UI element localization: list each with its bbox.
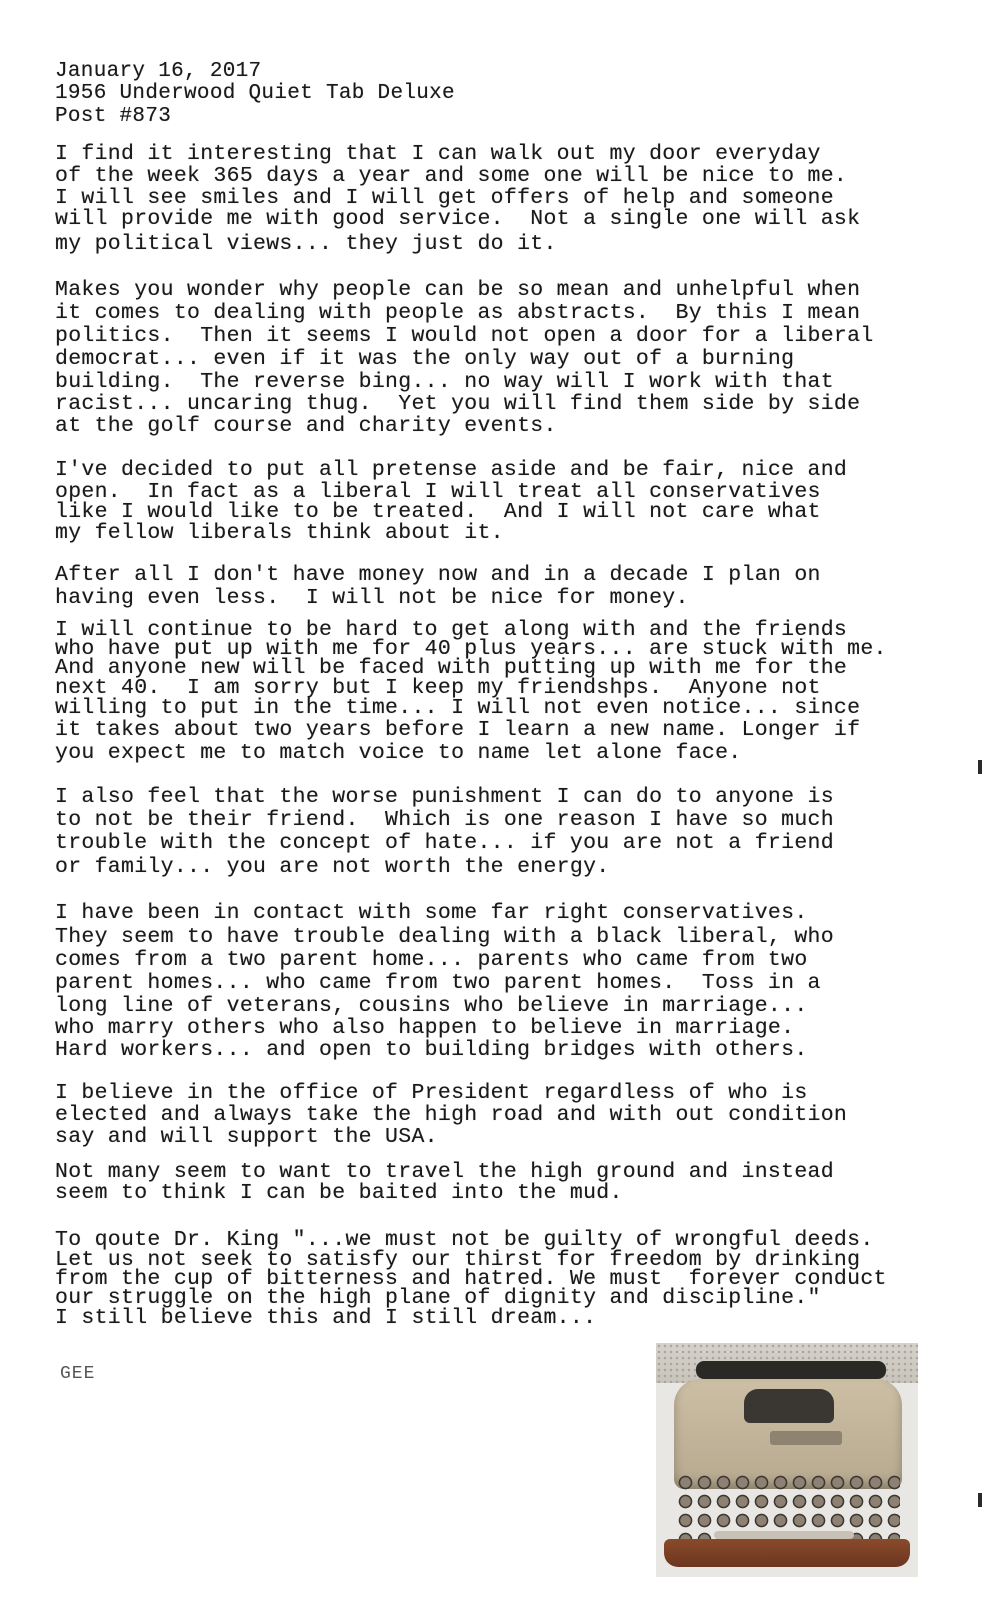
body-line: our struggle on the high plane of dignity and discipline." [55,1286,821,1310]
body-line: democrat... even if it was the only way out of a burning [55,347,795,371]
body-line: comes from a two parent home... parents who came from two [55,948,808,972]
body-line: who have put up with me for 40 plus years... are stuck with me. [55,637,887,661]
body-line: next 40. I am sorry but I keep my friendshps. Anyone not [55,676,821,700]
body-line: They seem to have trouble dealing with a black liberal, who [55,925,834,949]
body-line: I believe in the office of President regardless of who is [55,1081,808,1105]
body-line: having even less. I will not be nice for money. [55,586,689,610]
body-line: trouble with the concept of hate... if you are not a friend [55,831,834,855]
body-line: I will continue to be hard to get along with and the friends [55,618,848,642]
header-typewriter-model: 1956 Underwood Quiet Tab Deluxe [55,82,455,105]
body-line: Makes you wonder why people can be so mean and unhelpful when [55,278,861,302]
body-line: willing to put in the time... I will not even notice... since [55,696,861,720]
body-line: Not many seem to want to travel the high ground and instead [55,1160,834,1184]
body-line: long line of veterans, cousins who believe in marriage... [55,994,808,1018]
edge-mark [978,1493,982,1507]
body-line: you expect me to match voice to name let alone face. [55,741,742,765]
body-line: my fellow liberals think about it. [55,521,504,545]
typewriter-photo [656,1343,918,1577]
body-line: of the week 365 days a year and some one will be nice to me. [55,164,848,188]
body-line: seem to think I can be baited into the mud. [55,1181,623,1205]
body-line: And anyone new will be faced with putting up with me for the [55,656,848,680]
body-line: I've decided to put all pretense aside and be fair, nice and [55,458,848,482]
body-line: parent homes... who came from two parent homes. Toss in a [55,971,821,995]
body-line: I also feel that the worse punishment I can do to anyone is [55,785,834,809]
signature: GEE [60,1364,96,1384]
body-line: racist... uncaring thug. Yet you will find them side by side [55,392,861,416]
body-line: politics. Then it seems I would not open a door for a liberal [55,324,874,348]
body-line: Hard workers... and open to building bridges with others. [55,1038,808,1062]
edge-mark [978,760,982,774]
body-line: building. The reverse bing... no way will I work with that [55,370,834,394]
header-date: January 16, 2017 [55,60,262,83]
body-line: open. In fact as a liberal I will treat all conservatives [55,480,821,504]
body-line: like I would like to be treated. And I will not care what [55,500,821,524]
body-line: To qoute Dr. King "...we must not be guilty of wrongful deeds. [55,1228,874,1252]
body-line: who marry others who also happen to believe in marriage. [55,1016,795,1040]
body-line: After all I don't have money now and in a decade I plan on [55,563,821,587]
body-line: at the golf course and charity events. [55,414,557,438]
body-line: say and will support the USA. [55,1125,438,1149]
body-line: elected and always take the high road and with out condition [55,1103,848,1127]
body-line: Let us not seek to satisfy our thirst for freedom by drinking [55,1248,861,1272]
body-line: I still believe this and I still dream... [55,1306,597,1330]
body-line: I have been in contact with some far right conservatives. [55,901,808,925]
body-line: will provide me with good service. Not a single one will ask [55,207,861,231]
body-line: I will see smiles and I will get offers of help and someone [55,186,834,210]
body-line: it takes about two years before I learn a new name. Longer if [55,718,861,742]
body-line: or family... you are not worth the energy. [55,855,610,879]
body-line: to not be their friend. Which is one reason I have so much [55,808,834,832]
body-line: it comes to dealing with people as abstracts. By this I mean [55,301,861,325]
header-post-number: Post #873 [55,105,172,128]
body-line: from the cup of bitterness and hatred. We must forever conduct [55,1267,887,1291]
body-line: my political views... they just do it. [55,232,557,256]
body-line: I find it interesting that I can walk out my door everyday [55,142,821,166]
